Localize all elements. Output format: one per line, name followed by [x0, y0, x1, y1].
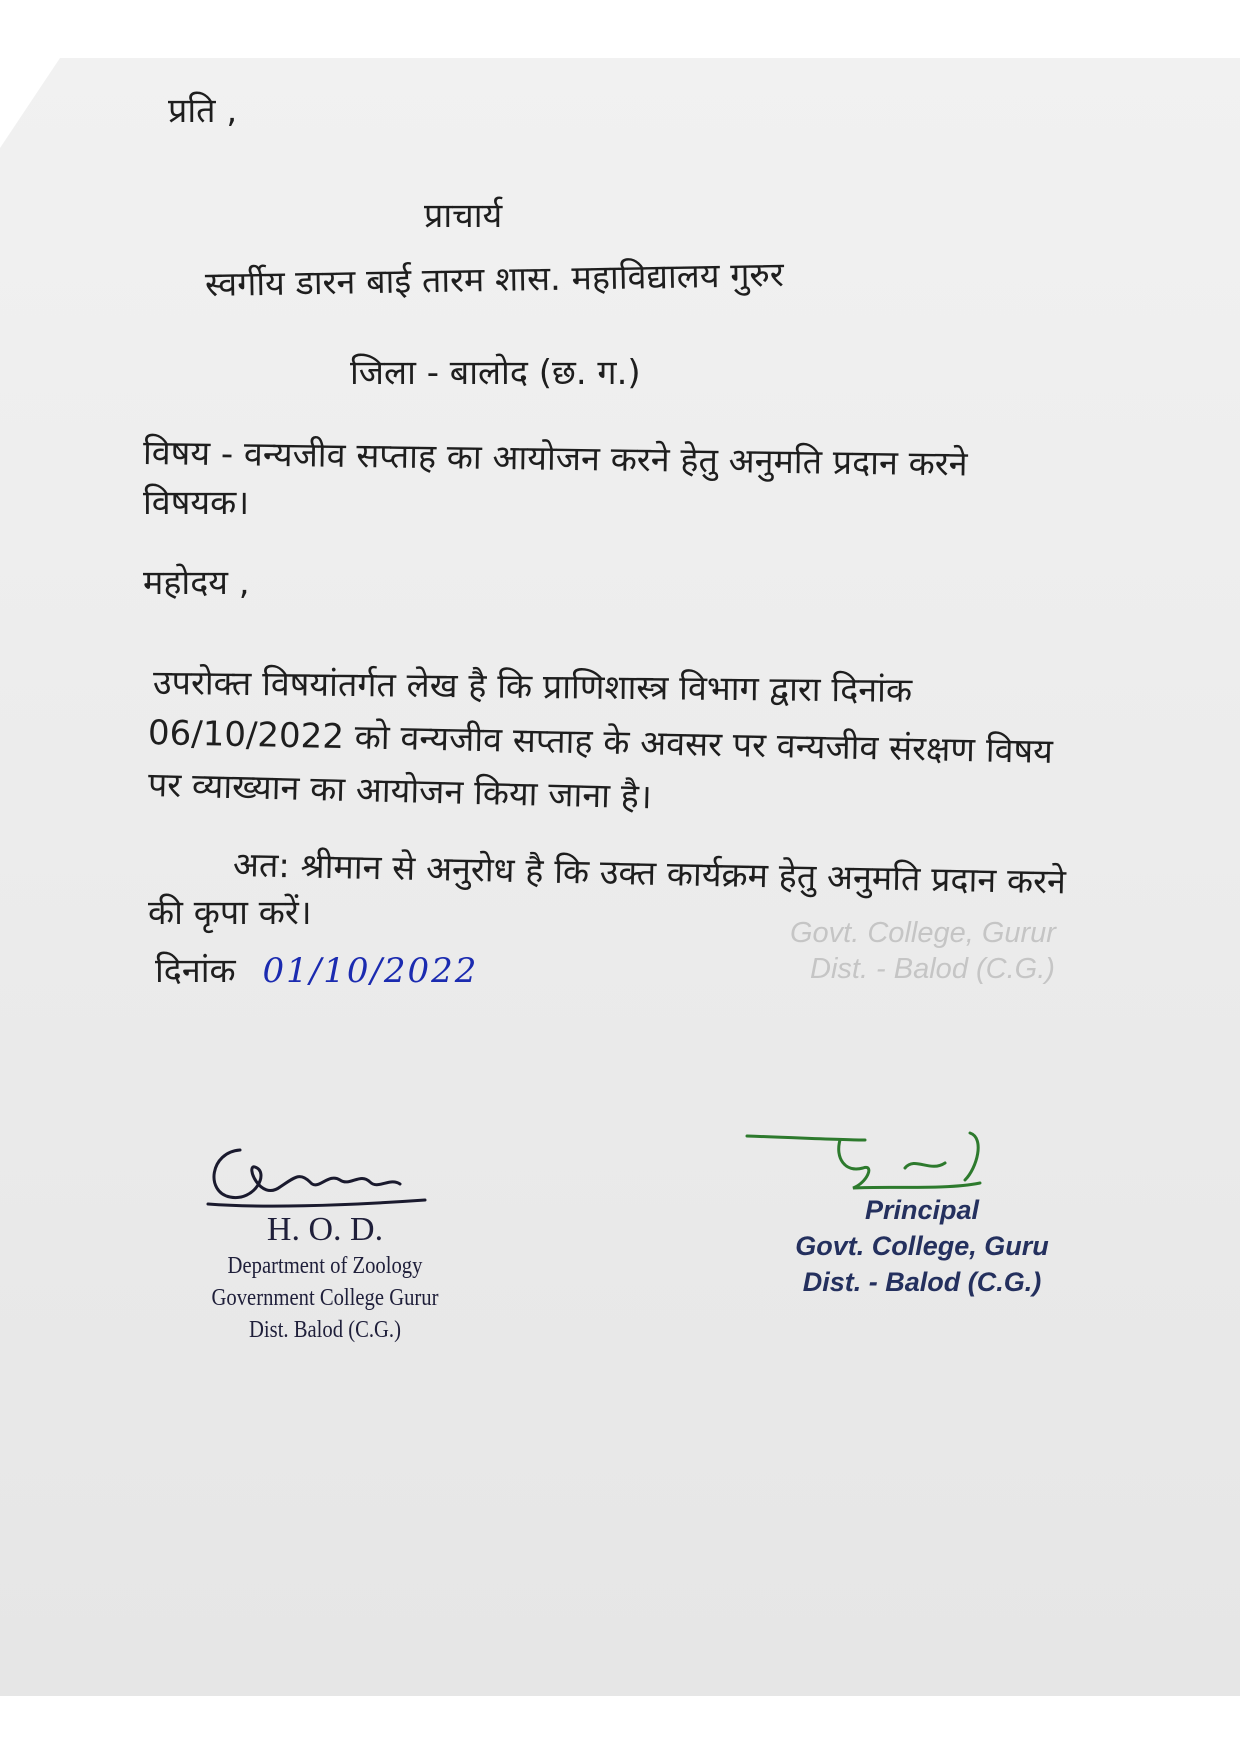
hod-stamp: [170, 1210, 480, 1346]
body-line-2: 06/10/2022 को वन्यजीव सप्ताह के अवसर पर वन्यजीव संरक्षण विषय: [147, 713, 1054, 772]
hod-college: Government College Gurur: [211, 1285, 439, 1311]
faint-stamp-college: Govt. College, Gurur: [790, 917, 1056, 949]
principal-title: Principal: [864, 1195, 980, 1225]
hod-department: Department of Zoology: [227, 1253, 423, 1279]
body-line-1: उपरोक्त विषयांतर्गत लेख है कि प्राणिशास्त्र विभाग द्वारा दिनांक: [152, 663, 913, 711]
subject-line-1: विषय - वन्यजीव सप्ताह का आयोजन करने हेतु अनुमति प्रदान करने: [142, 433, 968, 485]
subject-line-2: विषयक।: [143, 483, 250, 523]
address-title: प्राचार्य: [424, 196, 503, 236]
principal-district: Dist. - Balod (C.G.): [802, 1267, 1042, 1297]
request-line-2: की कृपा करें।: [148, 893, 312, 933]
principal-signature: [745, 1128, 1015, 1198]
hod-title: H. O. D.: [266, 1211, 384, 1248]
principal-stamp: [752, 1192, 1092, 1300]
principal-college: Govt. College, Guru: [795, 1231, 1049, 1261]
date-row: [155, 948, 478, 994]
address-college: स्वर्गीय डारन बाई तारम शास. महाविद्यालय गुरुर: [204, 254, 785, 305]
hod-district: Dist. Balod (C.G.): [249, 1317, 401, 1343]
date-label: दिनांक: [155, 951, 236, 991]
address-district: जिला - बालोद (छ. ग.): [350, 353, 641, 393]
request-line-1: अत: श्रीमान से अनुरोध है कि उक्त कार्यक्रम हेतु अनुमति प्रदान करने: [232, 845, 1067, 903]
greeting: महोदय ,: [143, 563, 250, 603]
date-value: 01/10/2022: [262, 951, 479, 991]
faint-stamp-district: Dist. - Balod (C.G.): [810, 953, 1055, 985]
body-line-3: पर व्याख्यान का आयोजन किया जाना है।: [147, 765, 653, 818]
salutation-to: प्रति ,: [168, 91, 238, 131]
